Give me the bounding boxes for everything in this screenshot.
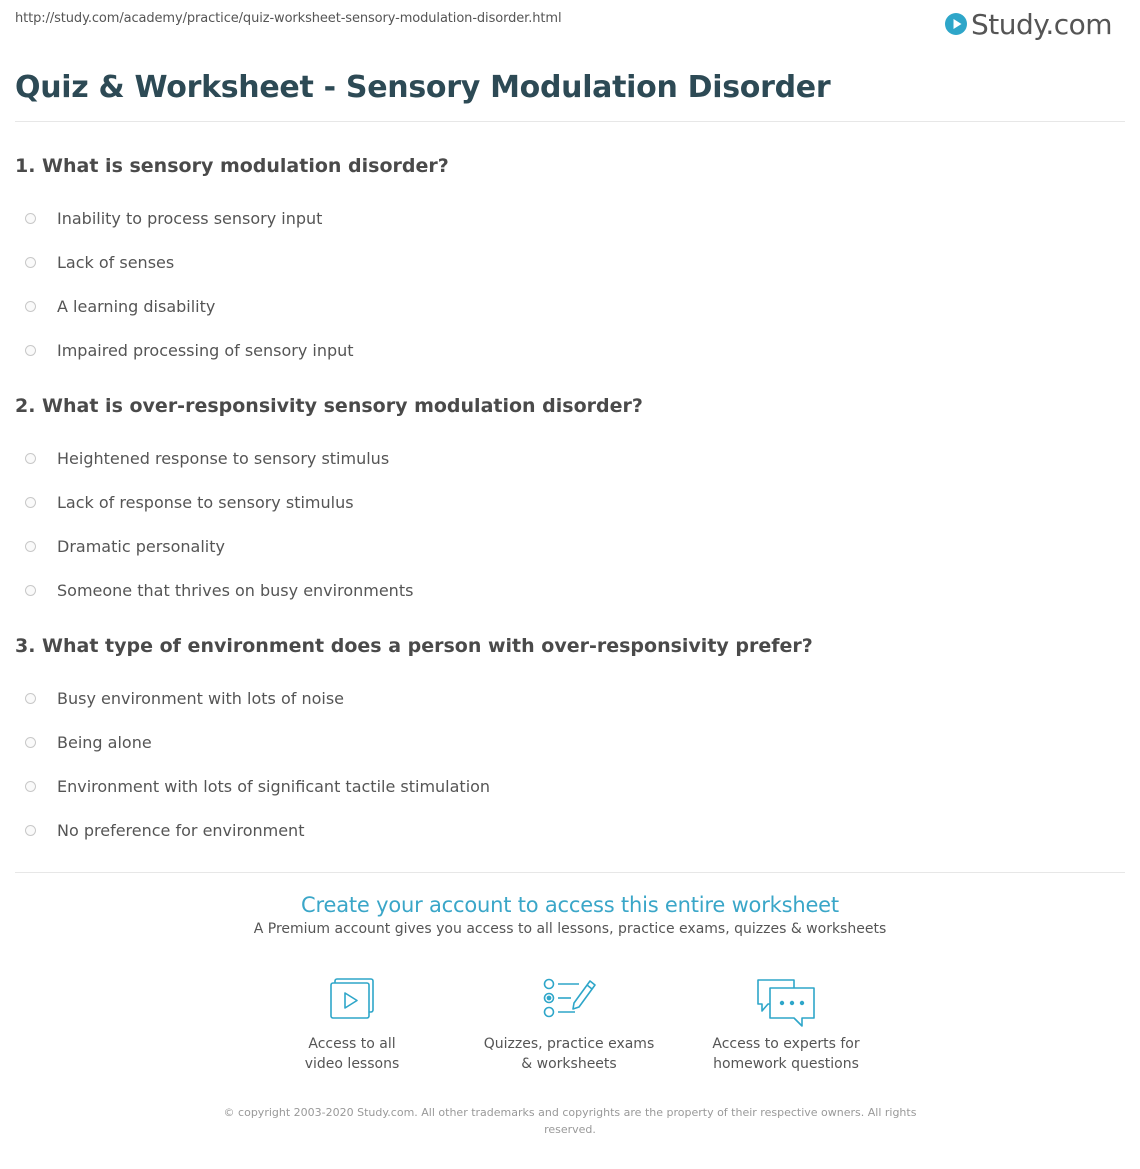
feature-quizzes <box>469 976 669 1074</box>
option-label: Lack of senses <box>57 252 175 272</box>
page-url: http://study.com/academy/practice/quiz-worksheet-sensory-modulation-disorder.html <box>15 11 562 26</box>
answer-option[interactable] <box>15 240 449 284</box>
study-logo-icon <box>944 12 968 36</box>
radio-button[interactable] <box>25 585 36 596</box>
option-label: Busy environment with lots of noise <box>57 688 345 708</box>
answer-option[interactable] <box>15 720 813 764</box>
copyright-footer <box>210 1104 930 1138</box>
cta-title[interactable]: Create your account to access this entire worksheet <box>301 893 839 917</box>
option-label: Lack of response to sensory stimulus <box>57 492 354 512</box>
question-2 <box>15 395 643 612</box>
option-label: A learning disability <box>57 296 216 316</box>
feature-experts <box>686 976 886 1074</box>
question-title: 3. What type of environment does a person with over-responsivity prefer? <box>15 635 813 657</box>
feature-label <box>469 1034 669 1074</box>
radio-button[interactable] <box>25 497 36 508</box>
answer-option[interactable] <box>15 676 813 720</box>
question-title: 2. What is over-responsivity sensory modulation disorder? <box>15 395 643 417</box>
answer-option[interactable] <box>15 480 643 524</box>
option-label: Impaired processing of sensory input <box>57 340 354 360</box>
answer-option[interactable] <box>15 808 813 852</box>
feature-label-line: Access to experts for <box>712 1036 860 1052</box>
radio-button[interactable] <box>25 345 36 356</box>
logo-text: Study.com <box>971 7 1113 41</box>
page-title: Quiz & Worksheet - Sensory Modulation Disorder <box>15 70 831 105</box>
option-label: No preference for environment <box>57 820 305 840</box>
feature-label <box>252 1034 452 1074</box>
radio-button[interactable] <box>25 257 36 268</box>
radio-button[interactable] <box>25 301 36 312</box>
feature-label-line: video lessons <box>304 1056 400 1072</box>
radio-button[interactable] <box>25 213 36 224</box>
option-label: Dramatic personality <box>57 536 225 556</box>
radio-button[interactable] <box>25 781 36 792</box>
answer-option[interactable] <box>15 196 449 240</box>
question-1 <box>15 155 449 372</box>
footer-line: reserved. <box>544 1123 596 1136</box>
radio-button[interactable] <box>25 541 36 552</box>
option-label: Environment with lots of significant tactile stimulation <box>57 776 491 796</box>
radio-button[interactable] <box>25 737 36 748</box>
footer-line: © copyright 2003-2020 Study.com. All other trademarks and copyrights are the property of their respective owners. All rights <box>223 1106 917 1119</box>
feature-label-line: & worksheets <box>521 1056 617 1072</box>
cta-section <box>0 893 1140 937</box>
answer-options <box>15 196 449 372</box>
question-title: 1. What is sensory modulation disorder? <box>15 155 449 177</box>
feature-label-line: Access to all <box>308 1036 396 1052</box>
cta-subtitle: A Premium account gives you access to all lessons, practice exams, quizzes & worksheets <box>253 921 887 937</box>
quiz-checklist-icon <box>541 976 597 1022</box>
study-logo[interactable] <box>944 6 1112 42</box>
feature-video-lessons <box>252 976 452 1074</box>
answer-options <box>15 676 813 852</box>
answer-option[interactable] <box>15 524 643 568</box>
chat-experts-icon <box>754 976 818 1028</box>
answer-option[interactable] <box>15 436 643 480</box>
option-label: Someone that thrives on busy environments <box>57 580 414 600</box>
answer-option[interactable] <box>15 568 643 612</box>
radio-button[interactable] <box>25 825 36 836</box>
title-divider <box>15 121 1125 122</box>
cta-divider <box>15 872 1125 873</box>
option-label: Heightened response to sensory stimulus <box>57 448 390 468</box>
feature-label-line: Quizzes, practice exams <box>483 1036 655 1052</box>
option-label: Being alone <box>57 732 152 752</box>
feature-label-line: homework questions <box>713 1056 859 1072</box>
feature-label <box>686 1034 886 1074</box>
answer-option[interactable] <box>15 284 449 328</box>
answer-options <box>15 436 643 612</box>
option-label: Inability to process sensory input <box>57 208 323 228</box>
radio-button[interactable] <box>25 453 36 464</box>
question-3 <box>15 635 813 852</box>
answer-option[interactable] <box>15 328 449 372</box>
radio-button[interactable] <box>25 693 36 704</box>
video-lessons-icon <box>326 976 378 1022</box>
answer-option[interactable] <box>15 764 813 808</box>
